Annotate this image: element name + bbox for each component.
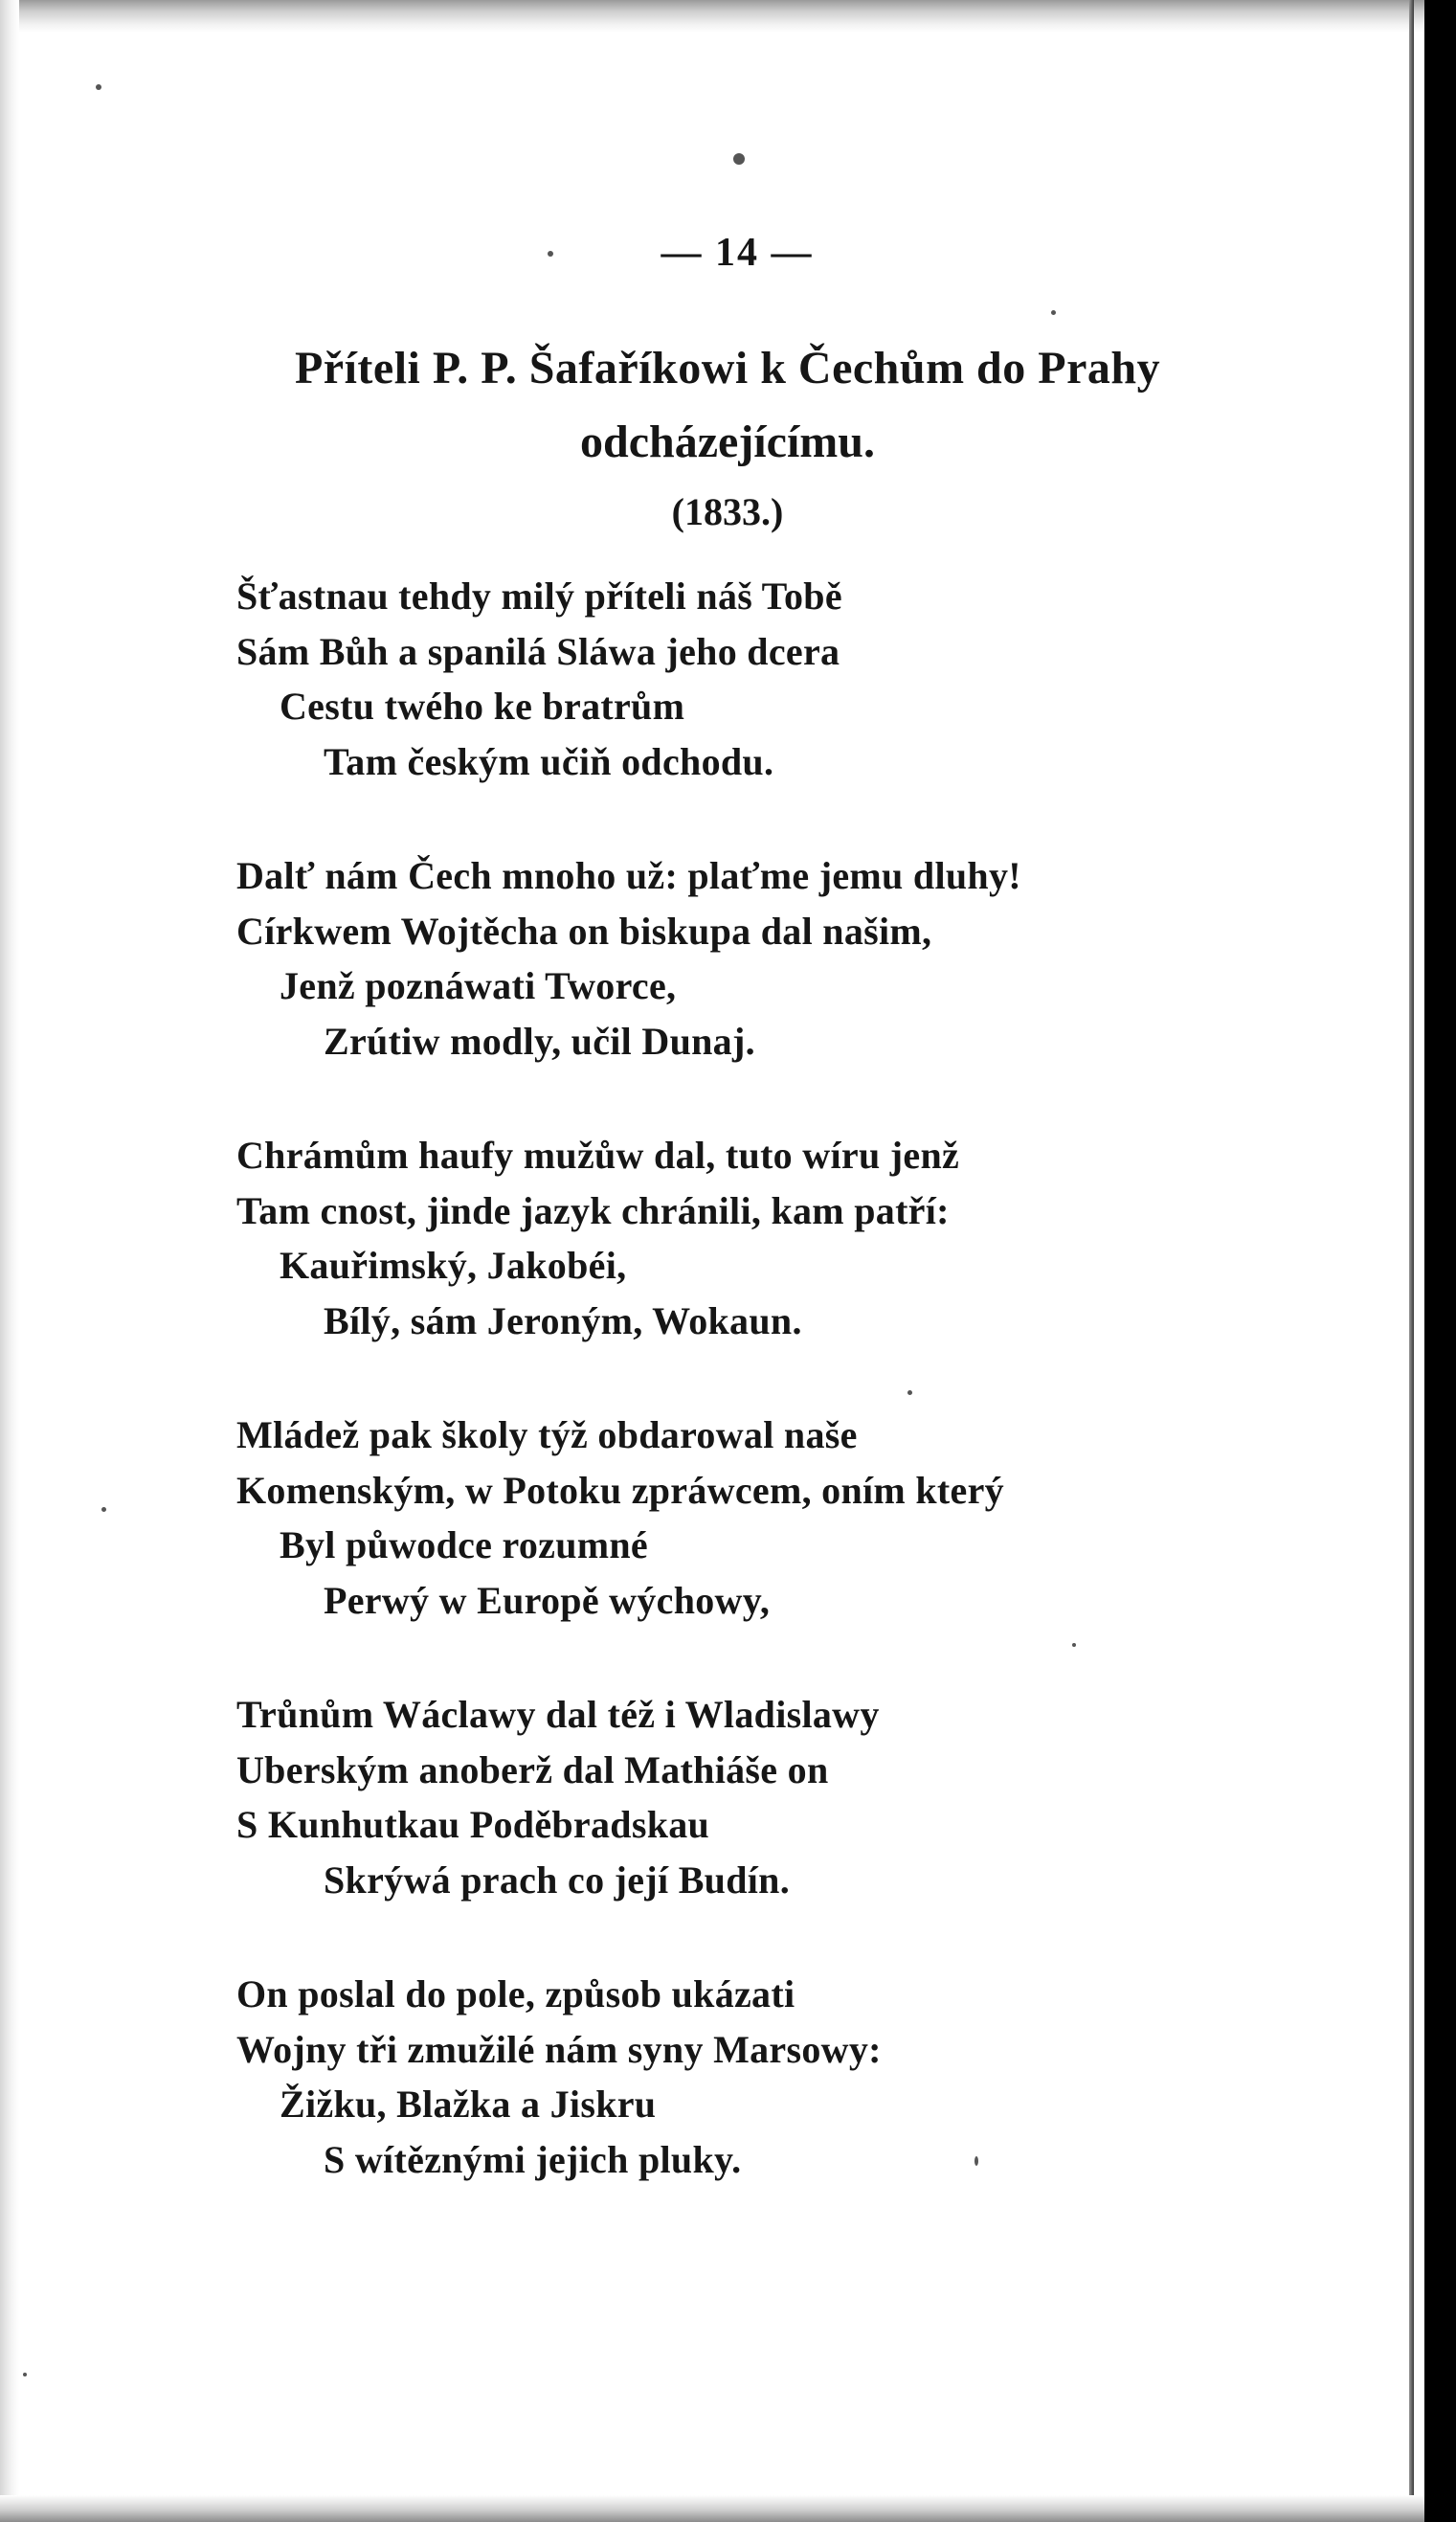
verse-line: Byl půwodce rozumné bbox=[280, 1523, 648, 1566]
stanza-4 bbox=[236, 1407, 1366, 1628]
verse-line: Kauřimský, Jakobéi, bbox=[280, 1244, 627, 1287]
verse-line: Zrútiw modly, učil Dunaj. bbox=[324, 1019, 755, 1063]
stanza-2 bbox=[236, 848, 1366, 1069]
verse-line: Chrámům haufy mužůw dal, tuto wíru jenž bbox=[236, 1134, 960, 1177]
paper-speck bbox=[1051, 310, 1056, 315]
paper-speck bbox=[548, 251, 553, 257]
page-bottom-shadow bbox=[0, 2495, 1424, 2522]
verse-line: Trůnům Wáclawy dal též i Wladislawy bbox=[236, 1693, 880, 1736]
verse-line: Bílý, sám Jeroným, Wokaun. bbox=[324, 1298, 802, 1342]
stanza-5 bbox=[236, 1687, 1366, 1907]
stanza-3 bbox=[236, 1128, 1366, 1348]
paper-speck bbox=[96, 84, 101, 90]
poem-year: (1833.) bbox=[671, 490, 784, 533]
verse-line: Sám Bůh a spanilá Sláwa jeho dcera bbox=[236, 629, 840, 673]
verse-line: Perwý w Europě wýchowy, bbox=[324, 1578, 771, 1622]
verse-line: Tam cnost, jinde jazyk chránili, kam patří: bbox=[236, 1188, 950, 1232]
verse-line: Dalť nám Čech mnoho už: plaťme jemu dluhy! bbox=[236, 854, 1021, 897]
verse-line: Uberským anoberž dal Mathiáše on bbox=[236, 1747, 829, 1791]
poem-title: Příteli P. P. Šafaříkowi k Čechům do Prahy bbox=[294, 343, 1161, 394]
verse-line: Jenž poznáwati Tworce, bbox=[280, 964, 677, 1007]
verse-line: Cestu twého ke bratrům bbox=[280, 685, 685, 728]
verse-line: Wojny tři zmužilé nám syny Marsowy: bbox=[236, 2027, 882, 2071]
paper-speck bbox=[23, 2373, 27, 2376]
verse-line: Mládež pak školy týž obdarowal naše bbox=[236, 1413, 858, 1456]
scan-border-right bbox=[1424, 0, 1456, 2522]
poem-body bbox=[236, 569, 1366, 2246]
page-number: — 14 — bbox=[661, 231, 814, 275]
page-top-shadow bbox=[0, 0, 1456, 33]
stanza-1 bbox=[236, 569, 1366, 789]
paper-speck bbox=[733, 153, 745, 165]
verse-line: On poslal do pole, způsob ukázati bbox=[236, 1972, 795, 2015]
page-left-shadow bbox=[0, 0, 19, 2522]
page-right-edge bbox=[1409, 0, 1414, 2522]
verse-line: S Kunhutkau Poděbradskau bbox=[236, 1803, 710, 1846]
verse-line: Šťastnau tehdy milý příteli náš Tobě bbox=[236, 574, 842, 618]
paper-speck bbox=[101, 1507, 106, 1512]
verse-line: Církwem Wojtěcha on biskupa dal našim, bbox=[236, 909, 932, 953]
poem-title-continued: odcházejícímu. bbox=[580, 417, 875, 467]
verse-line: S wítěznými jejich pluky. bbox=[324, 2137, 742, 2181]
verse-line: Tam českým učiň odchodu. bbox=[324, 739, 774, 783]
verse-line: Komenským, w Potoku zpráwcem, oním který bbox=[236, 1468, 1004, 1512]
verse-line: Žižku, Blažka a Jiskru bbox=[280, 2083, 657, 2126]
verse-line: Skrýwá prach co její Budín. bbox=[324, 1858, 791, 1902]
stanza-6 bbox=[236, 1967, 1366, 2187]
